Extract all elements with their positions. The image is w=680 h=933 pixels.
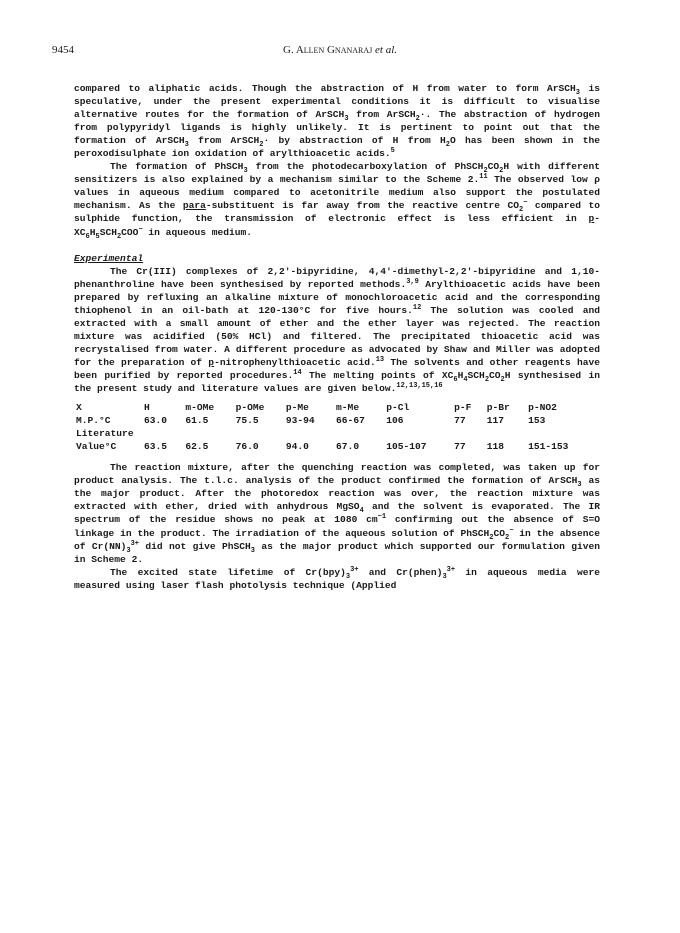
table-row: Value°C 63.5 62.5 76.0 94.0 67.0 105-107 77 118 151-153 (76, 441, 569, 453)
paragraph-abstraction: compared to aliphatic acids. Though the abstraction of H from water to form ArSCH$_3$ is speculative, under the present experimental conditions it is difficult to visualise alternative routes for the formation of ArSCH$_3$ from ArSCH$_2$·. The abstraction of hydrogen from polypyridyl ligands is highly unlikely. It is pertinent to point out that the formation of ArSCH$_3$ from ArSCH$_2$· by abstraction of H from $H_2O$ has been shown in the peroxodisulphate ion oxidation of arylthioacetic acids.$^5$ (74, 83, 600, 160)
header-authors: G. Allen Gnanaraj (283, 44, 373, 56)
table-row: X H m-OMe p-OMe p-Me m-Me p-Cl p-F p-Br p-NO2 (76, 402, 557, 414)
paragraph-product-analysis: The reaction mixture, after the quenching reaction was completed, was taken up for product analysis. The t.l.c. analysis of the product confirmed the formation of ArSCH$_3$ as the major product. After the photoredox reaction was over, the reaction mixture was extracted with ether, dried with anhydrous MgSO$_4$ and the solvent is evaporated. The IR spectrum of the residue shows no peak at 1080 $cm^{-1}$ confirming out the absence of S=O linkage in the product. The irradiation of the aqueous solution of $PhSCH_2CO_2^-$ in the absence of $Cr(NN)_3^{3+}$ did not give PhSCH$_3$ as the major product which supported our formulation given in Scheme 2. (74, 462, 600, 565)
paragraph-photodecarboxylation: The formation of PhSCH$_3$ from the photodecarboxylation of $PhSCH_2CO_2H$ with different sensitizers is also explained by a mechanism similar to the Scheme 2.11 The observed low ρ values in aqueous medium compared to acetonitrile medium also support the postulated mechanism. As the para-substituent is far away from the reactive centre $CO_2^-$ compared to sulphide function, the transmission of electronic effect is less efficient in $p-XC_6H_5SCH_2COO^-$ in aqueous medium. (74, 161, 600, 241)
article-body (74, 82, 600, 592)
header-etal: et al. (375, 44, 397, 56)
table-row: Literature (76, 428, 134, 440)
table-row: M.P.°C 63.0 61.5 75.5 93-94 66-67 106 77 117 153 (76, 415, 546, 427)
running-header (0, 44, 680, 56)
melting-point-table (74, 401, 594, 453)
section-heading-experimental: Experimental (74, 252, 144, 264)
paragraph-lifetime: The excited state lifetime of $Cr(bpy)_3^{3+}$ and $Cr(phen)_3^{3+}$ in aqueous media were measured using laser flash photolysis technique (Applied (74, 565, 600, 591)
paragraph-experimental: The Cr(III) complexes of 2,2′-bipyridine, 4,4′-dimethyl-2,2′-bipyridine and 1,10-phenanthroline have been synthesised by reported methods.$^{3,9}$ Arylthioacetic acids have been prepared by refluxing an alkaline mixture of monochloroacetic acid and the corresponding thiophenol in an oil-bath at 120-130°C for five hours.$^{12}$ The solution was cooled and extracted with a small amount of ether and the ether layer was rejected. The reaction mixture was acidified (50% HCl) and filtered. The precipitated thioacetic acid was recrystalised from water. A different procedure as advocated by Shaw and Miller was adopted for the preparation of p-nitrophenylthioacetic acid.$^{13}$ The solvents and other reagents have been purified by reported procedures.$^{14}$ The melting points of $XC_6H_4SCH_2CO_2H$ synthesised in the present study and literature values are given below.$^{12,13,15,16}$ (74, 265, 600, 395)
page-number: 9454 (52, 44, 74, 56)
